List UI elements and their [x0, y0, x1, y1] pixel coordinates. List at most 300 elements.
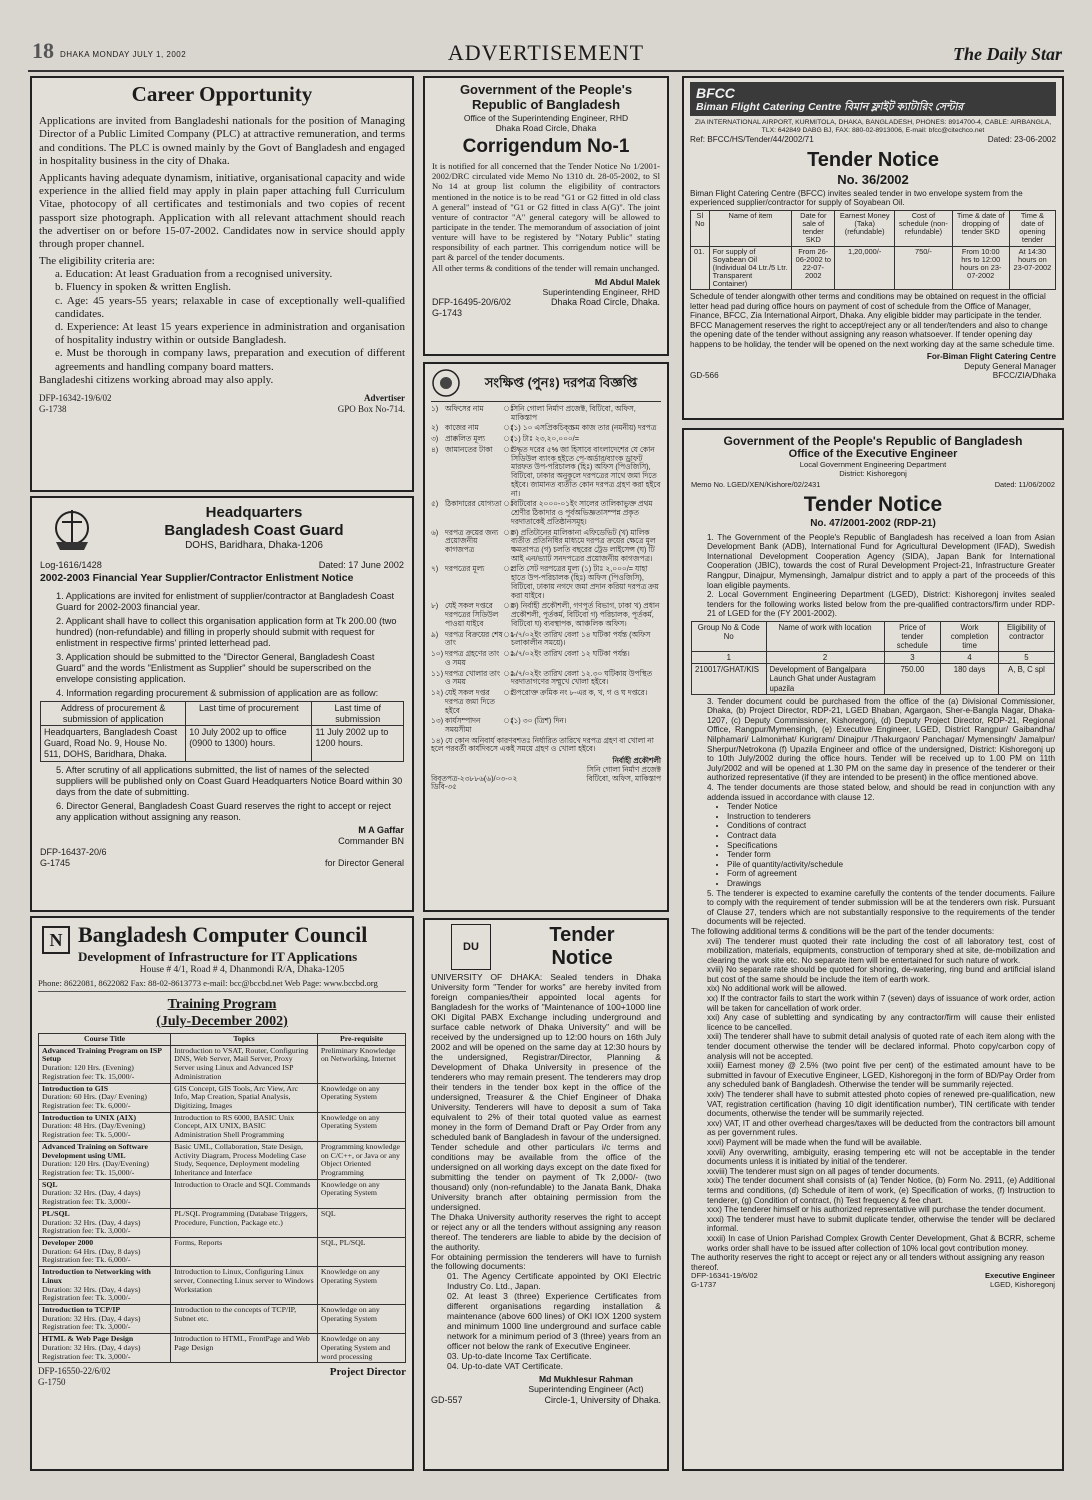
item-number: ১): [431, 404, 439, 413]
term-item: xxiii) Earnest money @ 2.5% (two point five per cent) of the estimated amount have to be submitted in favour of Executive Engineer, LGED, Kishoregonj in the form of BD/Pay Order from any scheduled bank of Bangladesh. Otherwise the tender will be summarily rejected.: [707, 1061, 1055, 1090]
course-details: Duration: 32 Hrs. (Day, 4 days) Registration fee: Tk. 3,000/-: [42, 1188, 141, 1207]
bangla-note: ১৪) যে কোন অনিবার্য কারণবশতঃ নির্ধারিত তারিখে দরপত্র গ্রহণ বা খোলা না হলে পরবর্তী কার্যদিবসে একই সময়ে গ্রহণ ও খোলা হইবে।: [431, 735, 654, 754]
rhd-h3: Dhaka Road Circle, Dhaka: [495, 122, 597, 133]
cg-item: 2. Applicant shall have to collect this organisation application form at Tk 200.00 (two hundred) (non-refundable) and filling in properly should submit with request for enlistment in respective firms' printed letterhead pad.: [56, 615, 397, 648]
item-value: (১) ১০ এসপ্রিকচিক্স্ক্রম কাজ তার (নমনীয়) দরপত্র: [511, 423, 657, 433]
table-cell: 750/-: [895, 246, 953, 290]
dfp-code: DFP-16550-22/6/02: [38, 1366, 111, 1377]
lged-item: 5. The tenderer is expected to examine carefully the contents of the tender documents. Failure to comply with the requirement of tender submission will be at the tenderers own risk. Pursuant of Clause 27, tenders which are not substantially responsive to the requirements of the tender documents will be rejected.: [707, 888, 1055, 927]
criteria-heading: The eligibility criteria are:: [39, 255, 155, 268]
signatory-title: Executive Engineer: [984, 1271, 1055, 1281]
item-label: অফিসের নাম: [445, 404, 484, 413]
term-item: xix) No additional work will be allowed.: [707, 984, 847, 994]
criteria-item: b. Fluency in spoken & written English.: [55, 281, 231, 294]
course-cell: [39, 1045, 171, 1083]
course-details: Duration: 64 Hrs. (Day, 8 days) Registration fee: Tk. 6,000/-: [42, 1246, 141, 1265]
career-paragraph-1: Applications are invited from Bangladeshi nationals for the position of Managing Director of a Public Limited Company (PLC) at attractive remuneration, and terms and conditions. The PLC is owned mainly by the Govt of Bangladesh and engaged in hospitality business in the city of Dhaka.: [39, 115, 405, 167]
course-title: Developer 2000: [42, 1238, 94, 1247]
g-code: G-1750: [38, 1377, 66, 1388]
term-item: xvii) The tenderer must quoted their rate including the cost of all laboratory test, cost of mobilization, materials, equipments, construction of temporary shed at site, de-mobilization and clearing the work site etc. No separate item will be entertained for such nature of work.: [707, 936, 1055, 965]
item-colon: ঃ: [503, 564, 514, 574]
table-header: Cost of schedule (non-refundable): [895, 210, 953, 246]
item-value: প্রতি সেট দরপত্রের মূল্য (১) টাঃ ২,০০০/= যাহা হাতে উপ-পরিচালক (হিঃ) অফিস (পিওজিসি), বিটিবো, ঢাকায় নগদে জমা প্রদান করিয়া দরপত্র ক্রয় করা যাইবে।: [511, 564, 659, 600]
du-signature: [511, 1375, 661, 1395]
bcc-title: Bangladesh Computer Council: [78, 922, 368, 947]
bangla-rows: [431, 405, 661, 735]
item-number: ৬): [431, 527, 439, 537]
rhd-footer: [432, 297, 660, 318]
du-footer: [431, 1395, 661, 1405]
course-title: Introduction to TCP/IP: [42, 1305, 121, 1315]
course-prerequisite: Knowledge on any Operating System: [317, 1083, 405, 1112]
table-cell: For supply of Soyabean Oil (Individual 04 Ltr./5 Ltr. Transparent Container): [709, 246, 792, 290]
course-topics: PL/SQL Programming (Database Triggers, Procedure, Function, Package etc.): [171, 1208, 318, 1237]
table-header: Price of tender schedule: [884, 621, 941, 651]
course-prerequisite: Knowledge on any Operating System and word processing: [317, 1334, 405, 1363]
lged-closing: The authority reserves the right to accept or reject any or all tenders without assigning any reason thereof.: [691, 1253, 1045, 1272]
table-cell: At 14:30 hours on 23-07-2002: [1009, 246, 1055, 290]
lged-item: 2. Local Government Engineering Department (LGED), District: Kishoregonj invites sealed tenders for the following works listed below from the pre-qualified contractors/firm under RDP-21 of LGED for the (FY 2001-2002).: [707, 590, 1055, 619]
du-tender-ad: [423, 918, 669, 1471]
table-header: Work completion time: [941, 621, 999, 651]
term-item: xxii) The tenderer shall have to submit detail analysis of quoted rate of each item along with the tender document otherwise the tender will be declared informal. Photo copy/carbon copy of analysis will not be accepted.: [707, 1032, 1055, 1061]
table-header: Sl No: [691, 210, 710, 246]
list-item: [431, 405, 661, 422]
cg-footer: [40, 847, 404, 869]
table-header: Last time of submission: [312, 701, 404, 726]
issue-date: DHAKA MONDAY JULY 1, 2002: [60, 50, 187, 59]
course-topics: Introduction to Oracle and SQL Commands: [171, 1179, 318, 1208]
course-title: Advanced Training on Software Development using UML: [42, 1141, 148, 1160]
additional-terms-heading: The following additional terms & conditions will be the part of the tender documents:: [691, 926, 995, 936]
item-colon: ঃ: [503, 688, 514, 698]
table-header: Pre-requisite: [317, 1033, 405, 1045]
bcc-address: House # 4/1, Road # 4, Dhanmondi R/A, Dhaka-1205: [139, 964, 345, 975]
list-item: [431, 565, 661, 600]
item-colon: ঃ: [503, 629, 514, 639]
item-value: (১) টাঃ ২৩,২০,০০০/=: [511, 434, 580, 444]
course-cell: [39, 1112, 171, 1141]
table-row: [39, 1141, 406, 1179]
training-table: [38, 1033, 406, 1363]
dfp-code: DFP-16437-20/6: [40, 847, 107, 857]
table-header: Name of work with location: [766, 621, 884, 651]
bcc-subtitle: Development of Infrastructure for IT Applications: [78, 948, 358, 964]
career-footer: [39, 393, 405, 415]
item-number: ১২): [431, 688, 444, 698]
table-header: Group No & Code No: [692, 621, 767, 651]
masthead-rule: [28, 70, 1064, 72]
course-prerequisite: SQL: [317, 1208, 405, 1237]
course-details: Duration: 60 Hrs. (Day/ Evening) Registration fee: Tk. 6,000/-: [42, 1092, 148, 1110]
bangla-seal-icon: [431, 368, 461, 398]
bangla-footer: [431, 775, 661, 792]
term-item: xxvii) Any overwriting, ambiguity, erasing tempering etc will not be acceptable in the tender documents unless it is initiated by initial of the tenderer.: [707, 1147, 1055, 1167]
term-item: xxxi) The tenderer must have to submit duplicate tender, otherwise the tender will be declared informal.: [707, 1214, 1055, 1234]
table-header: Address of procurement & submission of application: [41, 701, 186, 726]
term-item: xxiv) The tenderer shall have to submit attested photo copies of renewed pre-qualification, new VAT, registration certification (having 10 digit identification number), TIN certificate with tender documents, otherwise the tender will be summarily rejected.: [707, 1090, 1055, 1119]
signatory-title: Deputy General Manager: [964, 361, 1056, 371]
term-item: xxxii) In case of Union Parishad Complex Growth Center Development, Ghat & BCRR, scheme works order shall have to be issued after collection of 10% local govt contribution money.: [707, 1233, 1055, 1253]
rhd-h1: Government of the People's Republic of Bangladesh: [459, 82, 633, 113]
bfcc-logo: BFCC: [696, 85, 735, 101]
table-row: [39, 1334, 406, 1363]
item-label: দরপত্র খোলার তাং ও সময়: [445, 668, 501, 687]
bfcc-footer: [690, 371, 1056, 381]
course-cell: [39, 1305, 171, 1334]
term-item: xxix) The tender document shall consists of (a) Tender Notice, (b) Form No. 2911, (e) Additional terms and conditions, (d) Schedule of item of work, (e) Specification of works, (f) Instruction to tenderer, (g) Condition of contract, (h) Test frequency & fee chart.: [707, 1176, 1055, 1205]
lged-tender-ad: [682, 428, 1064, 1471]
table-row: [691, 246, 1056, 290]
item-number: ৫): [431, 499, 439, 509]
notice-title: Notice: [551, 947, 613, 970]
coast-guard-header: [40, 502, 404, 554]
bfcc-intro: Biman Flight Catering Centre (BFCC) invites sealed tender in two envelope system from the experienced supplier/contractor for supply of Soyabean Oil.: [690, 188, 1023, 208]
item-colon: ঃ: [503, 649, 514, 659]
du-item: 04. Up-to-date VAT Certificate.: [447, 1361, 564, 1372]
item-value: ৯/৭/০২ইং তারিখ বেলা ১২ ঘটিকা পর্যন্ত।: [511, 649, 630, 659]
table-cell: 3: [884, 652, 941, 664]
course-details: Duration: 32 Hrs. (Day, 4 days) Registration fee: Tk. 3,000/-: [42, 1313, 141, 1332]
table-row: [41, 726, 404, 761]
ref-number: Ref: BFCC/HS/Tender/44/2002/71: [690, 135, 814, 145]
cg-signature: [40, 825, 404, 847]
du-body: UNIVERSITY OF DHAKA: Sealed tenders in Dhaka University form "Tender for works" are hereby invited from foreign companies/their appointed local agents for Bangladesh for the works of "Maintenance of 100+1000 line OKI Digital PABX Exchange including underground and surface cable network of Dhaka University" and will be received by the undersigned up to 12:00 hours on 16th July 2002 and will be opened on the same day at 12:30 hours by the undersigned, Registrar/Director, Planning & Development of Dhaka University in presence of the tenderers who may remain present. The tenderers may drop their tenders in the tender box kept in the office of the undersigned, Treasurer & the Chief Engineer of Dhaka University. Tenderers will have to deposit a sum of Taka equivalent to 2% of their total quoted value as earnest money in the form of Demand Draft or Pay Order from any scheduled bank of Bangladesh in favour of the undersigned. Tender schedule and other particulars i/c terms and conditions may be available from the office of the undersigned on all working days except on the date fixed for submitting the tender on payment of Tk 2,000/- (two thousand) only (non-refundable) to the Janata Bank, Dhaka University branch after obtaining permission from the undersigned.: [431, 972, 661, 1212]
course-topics: Introduction to HTML, FrontPage and Web Page Design: [171, 1334, 318, 1363]
memo-number: Memo No. LGED/XEN/Kishore/02/2431: [691, 479, 821, 489]
table-number-row: [692, 652, 1055, 664]
item-label: দরপত্র গ্রহণের তাং ও সময়: [445, 649, 500, 667]
lged-item: 4. The tender documents are those stated below, and should be read in conjunction with any addenda issued in accordance with clause 12.: [707, 783, 1055, 802]
course-details: Duration: 48 Hrs. (Day/Evening) Registration fee: Tk. 5,000/-: [42, 1121, 146, 1140]
bangla-signature: [431, 757, 661, 774]
criteria-list: [39, 268, 405, 374]
cg-item: 4. Information regarding procurement & submission of application are as follow:: [56, 687, 379, 698]
table-cell: 01.: [691, 246, 710, 290]
g-code: G-1738: [39, 403, 67, 414]
criteria-item: d. Experience: At least 15 years experience in administration and organisation of hospitality industry within or outside Bangladesh.: [55, 321, 405, 347]
bfcc-tender-number: No. 36/2002: [837, 171, 909, 187]
table-cell: 10 July 2002 up to office (0900 to 1300) hours.: [186, 726, 312, 761]
signatory-title: Superintending Engineer, RHD: [542, 286, 660, 297]
course-topics: GIS Concept, GIS Tools, Arc View, Arc Info, Map Creation, Spatial Analysis, Digitizing, Images: [171, 1083, 318, 1112]
bfcc-body: Schedule of tender alongwith other terms and conditions may be obtained on request in the official letter head pad during office hours on payment of cost of schedule from the Office of Manager, Finance, BFCC, Zia International Airport, Dhaka. Any eligible bidder may participate in the tender.: [690, 292, 1046, 321]
section-title: ADVERTISEMENT: [447, 40, 645, 65]
bcc-signatory: Project Director: [329, 1366, 406, 1379]
item-number: ৪): [431, 444, 439, 454]
list-item: • Conditions of contract: [727, 821, 1055, 831]
table-row: [39, 1208, 406, 1237]
item-label: যেই সকল দপ্তর দরপত্র জমা দিতে হইবে: [445, 688, 495, 715]
signatory-office: Dhaka Road Circle, Dhaka.: [550, 296, 660, 307]
bfcc-table: [690, 210, 1056, 290]
course-topics: Introduction to RS 6000, BASIC Unix Concept, AIX UNIX, BASIC Administration Shell Programming: [171, 1112, 318, 1141]
course-prerequisite: Knowledge on any Operating System: [317, 1179, 405, 1208]
procurement-table: [40, 701, 404, 762]
list-item: [431, 435, 661, 444]
course-cell: [39, 1141, 171, 1179]
lged-h2: Office of the Executive Engineer: [788, 448, 958, 461]
bcc-footer: [38, 1366, 406, 1388]
course-details: Duration: 120 Hrs. (Day/Evening) Registration fee: Tk. 15,000/-: [42, 1159, 149, 1177]
signatory-name: M A Gaffar: [358, 824, 404, 835]
bfcc-tender-title: Tender Notice: [807, 148, 939, 171]
course-title: Introduction to Networking with Linux: [42, 1267, 151, 1285]
table-row: [39, 1238, 406, 1267]
criteria-item: c. Age: 45 years-55 years; relaxable in case of exceptionally well-qualified candidates.: [55, 294, 405, 320]
item-colon: ঃ: [503, 444, 514, 454]
list-item: [431, 500, 661, 526]
lged-h4: District: Kishoregonj: [839, 468, 907, 478]
masthead: [0, 0, 1092, 78]
career-opportunity-ad: [30, 76, 414, 492]
table-row: [39, 1179, 406, 1208]
item-colon: ঃ: [503, 404, 514, 413]
lged-table: [691, 621, 1055, 695]
course-cell: [39, 1238, 171, 1267]
course-title: SQL: [42, 1179, 58, 1189]
du-body-3: For obtaining permission the tenderers will have to furnish the following documents:: [431, 1251, 661, 1272]
bcc-ad: [30, 916, 414, 1471]
table-row: [39, 1112, 406, 1141]
item-value: সিনি গোলা নির্মাণ প্রজেক্ট, বিটিবো, অফিস, মাকিস্তাপ: [511, 404, 636, 422]
course-cell: [39, 1267, 171, 1305]
list-item: • Specifications: [727, 841, 1055, 851]
lged-footer: [691, 1272, 1055, 1290]
du-item: 03. Up-to-date Income Tax Certificate.: [447, 1351, 592, 1362]
item-value: (১) ৩০ (ত্রিশ) দিন।: [511, 716, 567, 726]
table-cell: 1,20,000/-: [835, 246, 895, 290]
course-title: HTML & Web Page Design: [42, 1334, 134, 1344]
table-cell: 5: [998, 652, 1054, 664]
table-cell: 180 days: [941, 664, 999, 694]
table-row: [39, 1305, 406, 1334]
corrigendum-body-2: All other terms & conditions of the tender will remain unchanged.: [432, 262, 660, 273]
table-header: Time & date of opening tender: [1009, 210, 1055, 246]
item-value: ক) প্রতিটানের মালিকানা এফিডেভিট (খ) মালিক ব্যতীত প্রতিনিধির মাধ্যমে দরপত্র ক্রয়ের ক্ষেত্রে মূল ক্ষমতাপত্র (গ) চলতি বছরের ট্রেড লাইসেন্স (ঘ) টি আই এন/ভ্যাট সনদপত্রের প্রয়োজনীয় কাগজপত্র।: [511, 527, 656, 563]
list-item: • Form of agreement: [727, 869, 1055, 879]
list-item: [431, 602, 661, 628]
item-value: ৮/৭/০২ইং তারিখ বেলা ১৪ ঘটিকা পর্যন্ত (অফিস চলাকালীন সময়ে)।: [511, 629, 651, 648]
list-item: • Contract data: [727, 831, 1055, 841]
coast-guard-h2: Bangladesh Coast Guard: [164, 522, 344, 539]
item-number: ১১): [431, 668, 444, 678]
list-item: [431, 689, 661, 715]
bfcc-body-2: BFCC Management reserves the right to accept/reject any or all tender/tenders and also to change the opening date of the tender without assigning any reason whatsoever. If tender opening day happens to be holiday, the tender will be opened on the next working day at the same schedule time.: [690, 320, 1055, 349]
item-colon: ঃ: [503, 423, 514, 433]
table-header: Topics: [171, 1033, 318, 1045]
table-row: [39, 1083, 406, 1112]
table-header: Course Title: [39, 1033, 171, 1045]
item-label: দরপত্রের মূল্য: [445, 564, 485, 574]
table-cell: 4: [941, 652, 999, 664]
bangla-tender-ad: [423, 362, 669, 912]
table-header: Name of item: [709, 210, 792, 246]
cg-item: 1. Applications are invited for enlistment of supplier/contractor at Bangladesh Coast Guard for 2002-2003 financial year.: [56, 590, 395, 612]
ref-date: Dated: 23-06-2002: [987, 135, 1056, 145]
g-code: G-1743: [432, 307, 463, 318]
table-cell: Development of Bangalpara Launch Ghat under Austagram upazila: [766, 664, 884, 694]
table-header: Date for sale of tender SKD: [792, 210, 835, 246]
course-details: Duration: 32 Hrs. (Day, 4 days) Registration fee: Tk. 3,000/-: [42, 1217, 141, 1236]
table-header: Eligibility of contractor: [998, 621, 1054, 651]
course-topics: Introduction to VSAT, Router, Configuring DNS, Web Server, Mail Server, Proxy Server using Linux and Advanced ISP Administration: [171, 1045, 318, 1083]
bcc-contact: Phone: 8622081, 8622082 Fax: 88-02-8613773 e-mail: bcc@bccbd.net Web Page: www.bccbd.org: [38, 978, 406, 991]
list-item: [431, 446, 661, 498]
bfcc-address: ZIA INTERNATIONAL AIRPORT, KURMITOLA, DHAKA, BANGLADESH, PHONES: 8914700-4, CABLE: AIRBANGLA, TLX: 642849 DABG BJ, FAX: 880-02-8913006, E-mail: bfcc@citechco.net: [694, 119, 1052, 135]
bfcc-signature: [690, 352, 1056, 371]
bcc-logo-icon: N: [42, 926, 70, 954]
item-label: কাজের নাম: [445, 423, 479, 433]
list-item: [431, 650, 661, 667]
du-header: [431, 924, 661, 970]
g-code: ডিবি-৩৫: [431, 782, 457, 792]
signatory-office: BFCC/ZIA/Dhaka: [992, 371, 1056, 381]
lged-h1: Government of the People's Republic of Bangladesh: [723, 434, 1023, 448]
term-item: xx) If the contractor fails to start the work within 7 (seven) days of issuance of work order, action will be taken for cancellation of work order.: [707, 994, 1055, 1013]
signatory-name: Md Abdul Malek: [594, 276, 660, 287]
memo-date: Dated: 11/06/2002: [994, 479, 1055, 489]
tender-documents-list: [691, 802, 1055, 888]
item-value: ক) নির্বাহী প্রকৌশলী, গণপূর্ত বিভাগ, ঢাকা খ) প্রধান প্রকৌশলী, পূর্তকর্ম, বিটিবো গ) পরিচালক, পূর্তকর্ম, বিটিবো ঘ) ব্যবস্থাপক, আঞ্চলিক অফিস।: [511, 601, 660, 628]
enlistment-subject: 2002-2003 Financial Year Supplier/Contractor Enlistment Notice: [40, 573, 354, 585]
g-code: GD-557: [431, 1395, 463, 1406]
course-details: Duration: 120 Hrs. (Evening) Registration fee: Tk. 15,000/-: [42, 1063, 135, 1081]
item-number: ৩): [431, 434, 439, 444]
item-value: বিটিবোর ২০০০-০১ইং সালের তালিকাভুক্ত প্রথম শ্রেণীর ঠিকাদার ও পূর্বঅভিজ্ঞতাসম্পন্ন প্রকৃত দরদাতাকেই প্রতিষ্ঠানসমূহ।: [511, 499, 653, 526]
log-line: [40, 560, 404, 571]
course-topics: Introduction to the concepts of TCP/IP, Subnet etc.: [171, 1305, 318, 1334]
rhd-corrigendum-ad: [423, 76, 669, 356]
table-header: Earnest Money (Taka) (refundable): [835, 210, 895, 246]
term-item: xxv) VAT, IT and other overhead charges/taxes will be deducted from the contractors bill amount as per government rules.: [707, 1118, 1055, 1138]
bfcc-banner: [690, 82, 1056, 116]
corrigendum-title: Corrigendum No-1: [462, 135, 630, 157]
bfcc-name: Biman Flight Catering Centre বিমান ফ্লাইট ক্যাটারিং সেন্টার: [696, 101, 964, 114]
signatory-office: Circle-1, University of Dhaka.: [544, 1395, 661, 1406]
item-number: ৯): [431, 629, 439, 639]
bfcc-ref-line: [690, 135, 1056, 145]
signatory-title: সিনি গোলা নির্মাণ প্রজেক্ট: [586, 764, 661, 774]
item-colon: ঃ: [503, 527, 514, 537]
list-item: [431, 529, 661, 564]
list-item: • Drawings: [727, 879, 1055, 889]
item-value: ৯/৭/০২ইং তারিখ বেলা ১২.৩০ ঘটিকায় উপস্থিত দরদাতাগণের সম্মুখে খোলা হইবে।: [511, 668, 653, 687]
cg-item: 6. Director General, Bangladesh Coast Guard reserves the right to accept or reject any application without assigning any reason.: [56, 800, 391, 822]
signatory-office: বিটিবো, অফিস, মাকিস্তাপ: [586, 773, 661, 783]
bangla-title: সংক্ষিপ্ত (পুনঃ) দরপত্র বিজ্ঞপ্তি: [484, 375, 638, 391]
course-details: Duration: 32 Hrs. (Day, 4 days) Registration fee: Tk. 3,000/-: [42, 1284, 141, 1303]
cg-item: 5. After scrutiny of all applications submitted, the list of names of the selected suppliers will be published only on Coast Guard Headquarters Notice Board within 30 days from the date of submitting.: [56, 764, 403, 797]
table-cell: Headquarters, Bangladesh Coast Guard, Road No. 9, House No. 511, DOHS, Baridhara, Dhaka.: [41, 726, 186, 761]
log-number: Log-1616/1428: [40, 560, 102, 570]
item-value: উপরোক্ত ক্রমিক নং ৮-এর ক, খ, গ ও ঘ দপ্তরে।: [511, 688, 648, 698]
course-title: PL/SQL: [42, 1208, 70, 1218]
course-title: Introduction to GIS: [42, 1083, 109, 1093]
course-cell: [39, 1208, 171, 1237]
du-item: 01. The Agency Certificate appointed by OKI Electric Industry Co. Ltd., Japan.: [447, 1271, 661, 1292]
course-prerequisite: Knowledge on any Operating System: [317, 1267, 405, 1305]
list-item: [431, 670, 661, 687]
table-cell: 210017/GHAT/KIS: [692, 664, 767, 694]
table-cell: From 10:00 hrs to 12:00 hours on 23-07-2002: [952, 246, 1009, 290]
signatory-name: Md Mukhlesur Rahman: [538, 1374, 634, 1385]
signatory-org: For-Biman Flight Catering Centre: [926, 352, 1056, 362]
career-note: Bangladeshi citizens working abroad may also apply.: [39, 373, 274, 386]
course-prerequisite: Preliminary Knowledge on Networking, Internet: [317, 1045, 405, 1083]
criteria-item: a. Education: At least Graduation from a recognised university.: [55, 268, 333, 281]
term-item: xxx) The tenderer himself or his authorized representative will purchase the tender document.: [707, 1205, 1046, 1215]
dfp-code: DFP-16342-19/6/02: [39, 392, 112, 403]
item-label: কার্যসম্পাদন সময়সীমা: [445, 716, 481, 734]
course-cell: [39, 1083, 171, 1112]
lged-tender-title: Tender Notice: [803, 493, 943, 517]
coast-guard-h1: Headquarters: [205, 504, 303, 521]
list-item: • Tender form: [727, 850, 1055, 860]
tender-title: Tender: [549, 924, 615, 946]
signatory-name: নির্বাহী প্রকৌশলী: [612, 756, 661, 766]
dfp-code: DFP-16341-19/6/02: [691, 1271, 758, 1281]
g-code: GD-566: [690, 371, 719, 381]
lged-tender-number: No. 47/2001-2002 (RDP-21): [810, 517, 936, 529]
item-number: ১০): [431, 649, 444, 659]
item-value: উদ্ধৃত দরের ৫% জা হিসাবে বাংলাদেশের যে কোন সিডিউল ব্যাংক হইতে পে-অর্ডার/ব্যাংক ড্রাফট মারফত উপ-পরিচালক (হিঃ) অফিস (পিওজিসি), বিটিবো, ঢাকার অনুকূলে দরপত্রের সাথে জমা দিতে হইবে। জামানত ব্যতীত কোন দরপত্র গ্রহণ করা হইবে না।: [511, 444, 661, 498]
cg-item: 3. Application should be submitted to the "Director General, Bangladesh Coast Guard" and the words "Enlistment as Supplier" should be superscribed on the envelope consisting application.: [56, 651, 375, 684]
list-item: [431, 424, 661, 433]
course-topics: Basic UML, Collaboration, State Design, Activity Diagram, Process Modeling Case Study, Sequence, Deployment modeling Inheritance and Interface: [171, 1141, 318, 1179]
course-cell: [39, 1334, 171, 1363]
du-item: 02. At least 3 (three) Experience Certificates from different organisations regarding installation & maintenance (above 600 lines) of OKI IOX 1200 system and minimum 1000 line underground and surface cable network for a minimum period of 3 (three) years from an officer not below the rank of Executive Engineer.: [447, 1291, 661, 1352]
table-cell: 1: [692, 652, 767, 664]
course-title: Introduction to UNIX (AIX): [42, 1112, 137, 1122]
list-item: [431, 631, 661, 648]
du-logo-icon: DU: [451, 924, 491, 970]
lged-item: 1. The Government of the People's Republic of Bangladesh has received a loan from Asian Development Bank (ADB), International Fund for Agricultural Development (IFAD), Swedish International Development Cooperation Agency (SIDA), Japan Bank for International Cooperation (JBIC), towards the cost of Rural Development Project-21, Infrastructure Greater Rangpur, Dinajpur, Mymensingh, Jamalpur district and to apply a part of the proceeds of this loan eligible payments.: [707, 532, 1055, 590]
rhd-h2: Office of the Superintending Engineer, RHD: [463, 112, 629, 123]
item-label: জামানতের টাকা: [445, 444, 493, 454]
signatory-office: LGED, Kishoregonj: [989, 1280, 1055, 1290]
course-cell: [39, 1179, 171, 1208]
item-colon: ঃ: [503, 716, 514, 726]
career-paragraph-2: Applicants having adequate dynamism, initiative, organisational capacity and wide experience in the allied field may apply in plain paper attaching full Curriculum Vitae, photocopy of all certificates and testimonials and two copies of recent passport size photograph. Application with all relevant attachment should reach the advertiser on or before 15-07-2002. Candidates now in service should apply through proper channel.: [39, 171, 405, 250]
item-label: ঠিকাদারের যোগ্যতা: [445, 499, 502, 509]
table-row: [39, 1267, 406, 1305]
lged-h3: Local Government Engineering Department: [799, 459, 947, 469]
coast-guard-emblem-icon: [40, 502, 104, 554]
item-colon: ঃ: [503, 601, 514, 611]
table-cell: 11 July 2002 up to 1200 hours.: [312, 726, 404, 761]
log-date: Dated: 17 June 2002: [318, 560, 404, 570]
lged-memo-line: [691, 481, 1055, 490]
table-header: Time & date of dropping of tender SKD: [952, 210, 1009, 246]
coast-guard-h3: DOHS, Baridhara, Dhaka-1206: [185, 540, 323, 551]
term-item: xxvi) Payment will be made when the fund will be available.: [707, 1137, 922, 1147]
signatory-title: Commander BN: [338, 835, 404, 846]
item-label: যেই সকল দপ্তরে দরপত্রের সিডিউল পাওয়া যাইবে: [445, 601, 499, 628]
list-item: • Pile of quantity/activity/schedule: [727, 860, 1055, 870]
criteria-item: e. Must be thorough in company laws, preparation and execution of different agreements and handling company board matters.: [55, 347, 405, 373]
dfp-code: DFP-16495-20/6/02: [432, 296, 512, 307]
bfcc-tender-ad: [682, 76, 1064, 420]
signatory-role: for Director General: [324, 857, 404, 868]
advertiser-label: Advertiser: [364, 392, 405, 403]
list-item: • Instruction to tenderers: [727, 812, 1055, 822]
course-prerequisite: Knowledge on any Operating System: [317, 1112, 405, 1141]
additional-terms-list: [691, 937, 1055, 1254]
term-item: xxviii) The tenderer must sign on all pages of tender documents.: [707, 1166, 940, 1176]
item-label: দরপত্র ক্রয়ের জন্য প্রয়োজনীয় কাগজপত্র: [445, 527, 499, 555]
course-topics: Forms, Reports: [171, 1238, 318, 1267]
